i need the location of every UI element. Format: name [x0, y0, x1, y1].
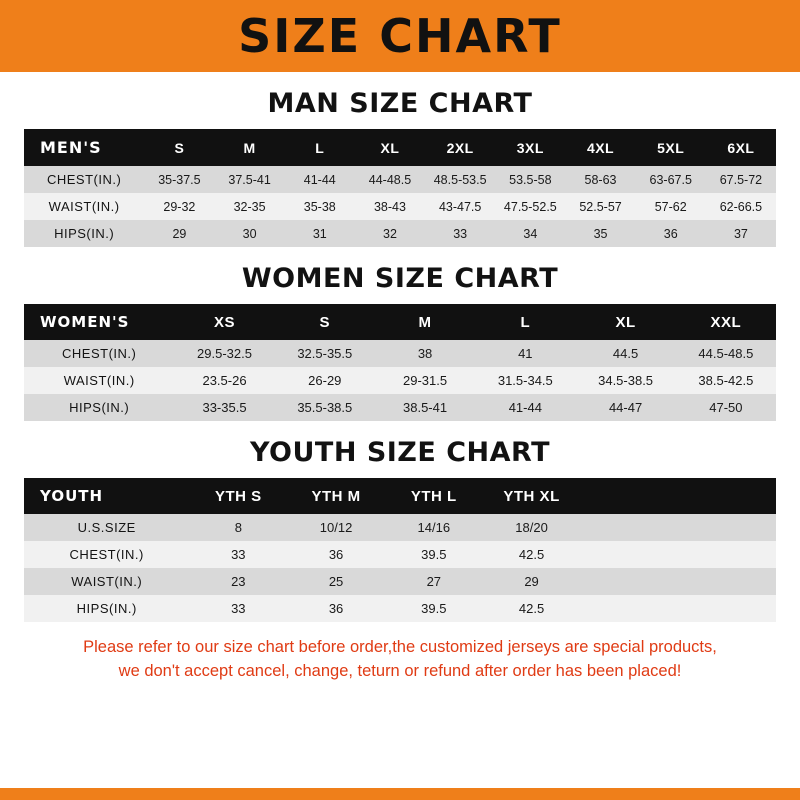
cell: 47.5-52.5 [495, 193, 565, 220]
cell: 18/20 [483, 514, 581, 541]
cell [678, 595, 776, 622]
note-line-1: Please refer to our size chart before order,the customized jerseys are special products, [83, 638, 717, 656]
page-title: SIZE CHART [238, 9, 562, 63]
column-header: 3XL [495, 129, 565, 166]
cell: 35-37.5 [144, 166, 214, 193]
cell: 39.5 [385, 541, 483, 568]
table-youth [24, 478, 776, 622]
cell: 53.5-58 [495, 166, 565, 193]
cell: 48.5-53.5 [425, 166, 495, 193]
cell: 8 [189, 514, 287, 541]
column-header: 5XL [636, 129, 706, 166]
cell [678, 541, 776, 568]
cell: 38.5-42.5 [676, 367, 776, 394]
cell: 35-38 [285, 193, 355, 220]
cell: 31 [285, 220, 355, 247]
table-row [24, 166, 776, 193]
cell: 32-35 [215, 193, 285, 220]
header-banner [0, 0, 800, 72]
column-header: S [144, 129, 214, 166]
column-header-rowlabel: WOMEN'S [24, 304, 174, 340]
cell: 63-67.5 [636, 166, 706, 193]
column-header: YTH M [287, 478, 385, 514]
cell: 42.5 [483, 595, 581, 622]
cell: 34.5-38.5 [575, 367, 675, 394]
section-title-man: MAN SIZE CHART [267, 88, 533, 119]
cell: 37 [706, 220, 776, 247]
section-man [0, 88, 800, 247]
cell: 62-66.5 [706, 193, 776, 220]
cell: 39.5 [385, 595, 483, 622]
section-title-women: WOMEN SIZE CHART [241, 263, 559, 294]
section-women [0, 263, 800, 421]
cell: 29 [483, 568, 581, 595]
table-row [24, 394, 776, 421]
column-header: 4XL [565, 129, 635, 166]
column-header: XL [575, 304, 675, 340]
cell [678, 514, 776, 541]
cell: 29 [144, 220, 214, 247]
cell [580, 541, 678, 568]
row-label: CHEST(IN.) [24, 340, 174, 367]
row-label: CHEST(IN.) [24, 541, 189, 568]
cell: 47-50 [676, 394, 776, 421]
cell: 10/12 [287, 514, 385, 541]
column-header: XS [174, 304, 274, 340]
cell: 44-47 [575, 394, 675, 421]
cell: 33 [425, 220, 495, 247]
cell: 29.5-32.5 [174, 340, 274, 367]
table-row [24, 541, 776, 568]
column-header: XXL [676, 304, 776, 340]
cell: 23.5-26 [174, 367, 274, 394]
column-header: 6XL [706, 129, 776, 166]
cell: 32.5-35.5 [275, 340, 375, 367]
cell: 23 [189, 568, 287, 595]
column-header: M [375, 304, 475, 340]
cell: 41-44 [285, 166, 355, 193]
disclaimer-note [0, 636, 800, 684]
cell: 38.5-41 [375, 394, 475, 421]
column-header [580, 478, 678, 514]
table-row [24, 367, 776, 394]
cell: 33 [189, 595, 287, 622]
cell: 29-31.5 [375, 367, 475, 394]
column-header: YTH L [385, 478, 483, 514]
cell: 38-43 [355, 193, 425, 220]
table-row [24, 193, 776, 220]
cell: 25 [287, 568, 385, 595]
table-row [24, 340, 776, 367]
cell: 41 [475, 340, 575, 367]
cell: 42.5 [483, 541, 581, 568]
section-title-youth: YOUTH SIZE CHART [249, 437, 551, 468]
table-header-row [24, 129, 776, 166]
column-header: S [275, 304, 375, 340]
table-row [24, 514, 776, 541]
cell: 41-44 [475, 394, 575, 421]
row-label: HIPS(IN.) [24, 595, 189, 622]
cell: 33 [189, 541, 287, 568]
column-header-rowlabel: MEN'S [24, 129, 144, 166]
column-header [678, 478, 776, 514]
cell: 30 [215, 220, 285, 247]
cell [580, 514, 678, 541]
row-label: WAIST(IN.) [24, 367, 174, 394]
column-header: YTH S [189, 478, 287, 514]
cell: 44.5-48.5 [676, 340, 776, 367]
cell [580, 595, 678, 622]
row-label: CHEST(IN.) [24, 166, 144, 193]
column-header-rowlabel: YOUTH [24, 478, 189, 514]
table-header-row [24, 304, 776, 340]
row-label: WAIST(IN.) [24, 193, 144, 220]
cell: 36 [287, 541, 385, 568]
cell: 27 [385, 568, 483, 595]
row-label: HIPS(IN.) [24, 220, 144, 247]
column-header: 2XL [425, 129, 495, 166]
cell: 57-62 [636, 193, 706, 220]
table-row [24, 595, 776, 622]
row-label: U.S.SIZE [24, 514, 189, 541]
column-header: YTH XL [483, 478, 581, 514]
cell: 37.5-41 [215, 166, 285, 193]
cell: 31.5-34.5 [475, 367, 575, 394]
cell [678, 568, 776, 595]
cell: 44-48.5 [355, 166, 425, 193]
cell: 36 [636, 220, 706, 247]
cell: 43-47.5 [425, 193, 495, 220]
bottom-accent-bar [0, 788, 800, 800]
cell: 34 [495, 220, 565, 247]
cell: 32 [355, 220, 425, 247]
cell [580, 568, 678, 595]
section-youth [0, 437, 800, 622]
table-row [24, 568, 776, 595]
table-header-row [24, 478, 776, 514]
cell: 52.5-57 [565, 193, 635, 220]
table-row [24, 220, 776, 247]
cell: 33-35.5 [174, 394, 274, 421]
row-label: HIPS(IN.) [24, 394, 174, 421]
table-women [24, 304, 776, 421]
cell: 36 [287, 595, 385, 622]
cell: 14/16 [385, 514, 483, 541]
note-line-2: we don't accept cancel, change, teturn or refund after order has been placed! [118, 661, 682, 680]
row-label: WAIST(IN.) [24, 568, 189, 595]
cell: 38 [375, 340, 475, 367]
cell: 35 [565, 220, 635, 247]
cell: 67.5-72 [706, 166, 776, 193]
table-man [24, 129, 776, 247]
column-header: XL [355, 129, 425, 166]
column-header: M [215, 129, 285, 166]
cell: 35.5-38.5 [275, 394, 375, 421]
cell: 29-32 [144, 193, 214, 220]
cell: 58-63 [565, 166, 635, 193]
cell: 26-29 [275, 367, 375, 394]
column-header: L [285, 129, 355, 166]
cell: 44.5 [575, 340, 675, 367]
column-header: L [475, 304, 575, 340]
